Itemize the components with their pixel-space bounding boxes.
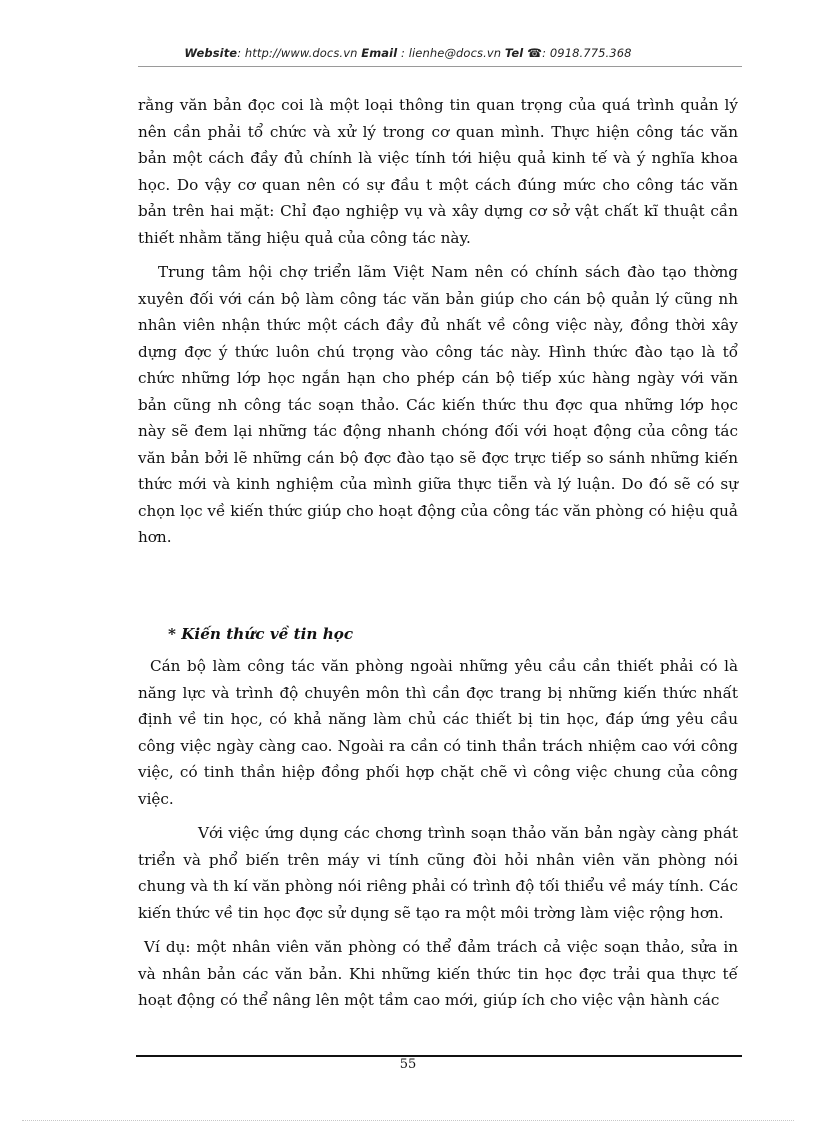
page-bottom-border (22, 1120, 794, 1121)
email-label: Email (361, 46, 398, 60)
paragraph-5: Ví dụ: một nhân viên văn phòng có thể đảm trách cả việc soạn thảo, sửa in và nhân bản các văn bản. Khi những kiến thức tin học đợc trải qua thực tế hoạt động có thể nâng lên một tầm cao mới, giúp ích cho việc vận hành các (138, 938, 738, 1009)
spacer (138, 559, 738, 621)
page-number: 55 (399, 1057, 417, 1072)
phone-icon: ☎ (527, 46, 543, 60)
header-divider (138, 66, 742, 67)
section-heading: * Kiến thức về tin học (168, 624, 354, 643)
paragraph-3: Cán bộ làm công tác văn phòng ngoài những yêu cầu cần thiết phải có là năng lực và trình độ chuyên môn thì cần đợc trang bị những kiến thức nhất định về tin học, có khả năng làm chủ các thiết bị tin học, đáp ứng yêu cầu công việc ngày càng cao. Ngoài ra cần có tinh thần trách nhiệm cao với công việc, có tinh thần hiệp đồng phối hợp chặt chẽ vì công việc chung của công việc. (138, 657, 738, 808)
website-label: Website (184, 46, 238, 60)
email-address: : lienhe@docs.vn (397, 46, 505, 60)
tel-number: : 0918.775.368 (542, 46, 632, 60)
tel-label: Tel (504, 46, 524, 60)
paragraph-4: Với việc ứng dụng các chơng trình soạn thảo văn bản ngày càng phát triển và phổ biến trên máy vi tính cũng đòi hỏi nhân viên văn phòng nói chung và th kí văn phòng nói riêng phải có trình độ tối thiểu về máy tính. Các kiến thức về tin học đợc sử dụng sẽ tạo ra một môi trờng làm việc rộng hơn. (138, 824, 738, 922)
website-url: : http://www.docs.vn (237, 46, 362, 60)
paragraph-1: rằng văn bản đọc coi là một loại thông tin quan trọng của quá trình quản lý nên cần phải tổ chức và xử lý trong cơ quan mình. Thực hiện công tác văn bản một cách đầy đủ chính là việc tính tới hiệu quả kinh tế và ý nghĩa khoa học. Do vậy cơ quan nên có sự đầu t một cách đúng mức cho công tác văn bản trên hai mặt: Chỉ đạo nghiệp vụ và xây dựng cơ sở vật chất kĩ thuật cần thiết nhằm tăng hiệu quả của công tác này. (138, 96, 738, 247)
paragraph-2: Trung tâm hội chợ triển lãm Việt Nam nên có chính sách đào tạo thờng xuyên đối với cán bộ làm công tác văn bản giúp cho cán bộ quản lý cũng nh nhân viên nhận thức một cách đầy đủ nhất về công việc này, đồng thời xây dựng đợc ý thức luôn chú trọng vào công tác này. Hình thức đào tạo là tổ chức những lớp học ngắn hạn cho phép cán bộ tiếp xúc hàng ngày với văn bản cũng nh công tác soạn thảo. Các kiến thức thu đợc qua những lớp học này sẽ đem lại những tác động nhanh chóng đối với hoạt động của công tác văn bản bởi lẽ những cán bộ đợc đào tạo sẽ đợc trực tiếp so sánh những kiến thức mới và kinh nghiệm của mình giữa thực tiễn và lý luận. Do đó sẽ có sự chọn lọc về kiến thức giúp cho hoạt động của công tác văn phòng có hiệu quả hơn. (138, 263, 738, 546)
body-text (138, 92, 738, 1022)
page-header (0, 46, 816, 60)
